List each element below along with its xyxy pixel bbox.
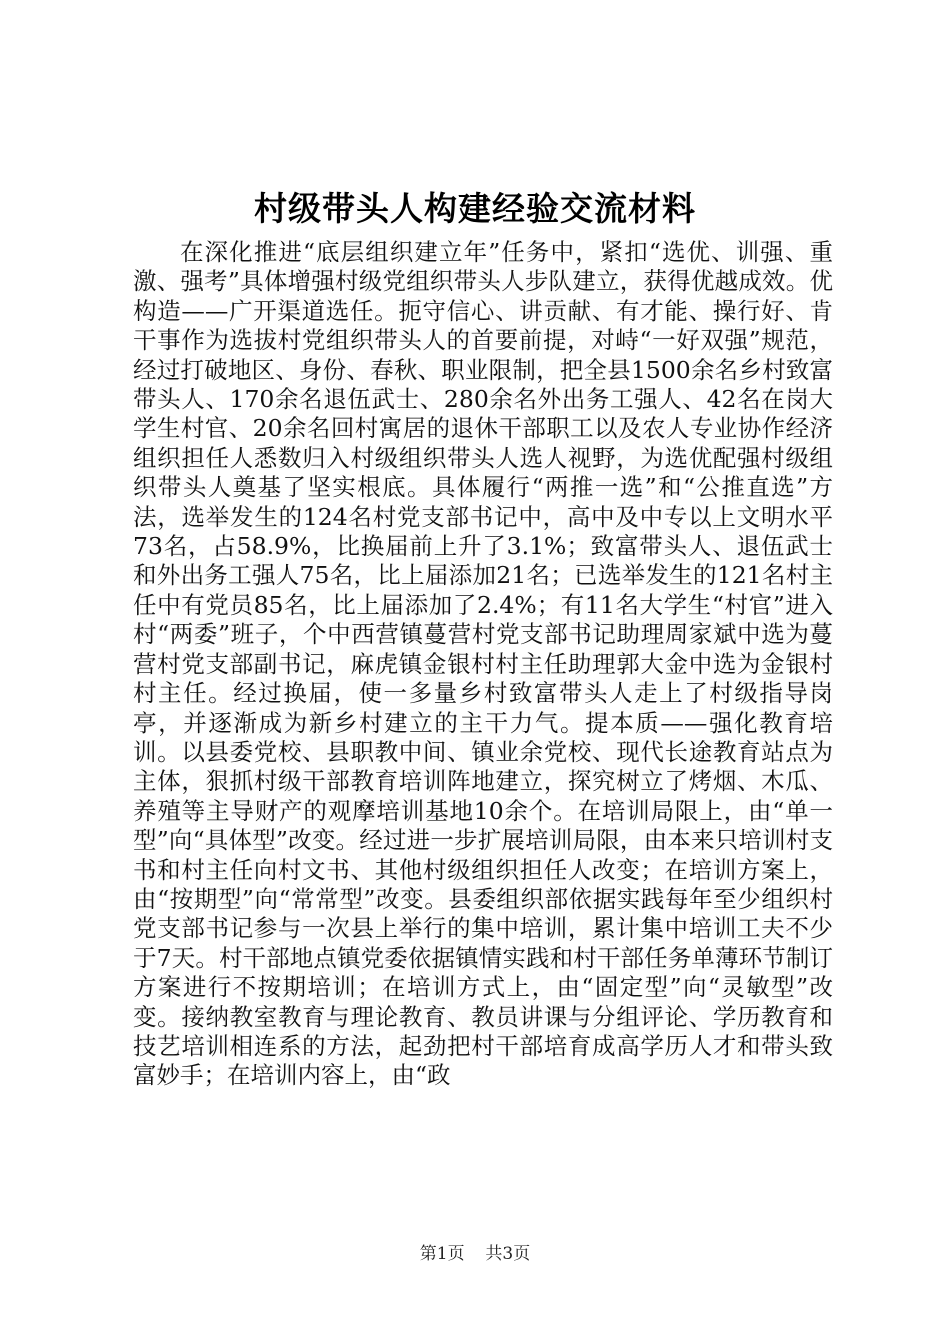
page-footer bbox=[0, 1242, 950, 1266]
page-total: 共3页 bbox=[485, 1244, 531, 1264]
document-body-paragraph: 在深化推进“底层组织建立年”任务中，紧扣“选优、训强、重激、强考”具体增强村级党组织带头人步队建立，获得优越成效。优构造——广开渠道选任。扼守信心、讲贡献、有才能、操行好、肯干事作为选拔村党组织带头人的首要前提，对峙“一好双强”规范，经过打破地区、身份、春秋、职业限制，把全县1500余名乡村致富带头人、170余名退伍武士、280余名外出务工强人、42名在岗大学生村官、20余名回村寓居的退休干部职工以及农人专业协作经济组织担任人悉数归入村级组织带头人选人视野，为选优配强村级组织带头人奠基了坚实根底。具体履行“两推一选”和“公推直选”方法，选举发生的124名村党支部书记中，高中及中专以上文明水平73名，占58.9%，比换届前上升了3.1%；致富带头人、退伍武士和外出务工强人75名，比上届添加21名；已选举发生的121名村主任中有党员85名，比上届添加了2.4%；有11名大学生“村官”进入村“两委”班子，个中西营镇蔓营村党支部书记助理周家斌中选为蔓营村党支部副书记，麻虎镇金银村村主任助理郭大金中选为金银村村主任。经过换届，使一多量乡村致富带头人走上了村级指导岗亭，并逐渐成为新乡村建立的主干力气。提本质——强化教育培训。以县委党校、县职教中间、镇业余党校、现代长途教育站点为主体，狠抓村级干部教育培训阵地建立，探究树立了烤烟、木瓜、养殖等主导财产的观摩培训基地10余个。在培训局限上，由“单一型”向“具体型”改变。经过进一步扩展培训局限，由本来只培训村支书和村主任向村文书、其他村级组织担任人改变；在培训方案上，由“按期型”向“常常型”改变。县委组织部依据实践每年至少组织村党支部书记参与一次县上举行的集中培训，累计集中培训工夫不少于7天。村干部地点镇党委依据镇情实践和村干部任务单薄环节制订方案进行不按期培训；在培训方式上，由“固定型”向“灵敏型”改变。接纳教室教育与理论教育、教员讲课与分组评论、学历教育和技艺培训相连系的方法，起劲把村干部培育成高学历人才和带头致富妙手；在培训内容上，由“政 bbox=[133, 238, 833, 1090]
page-number: 第1页 bbox=[419, 1244, 465, 1264]
document-title: 村级带头人构建经验交流材料 bbox=[254, 189, 696, 228]
